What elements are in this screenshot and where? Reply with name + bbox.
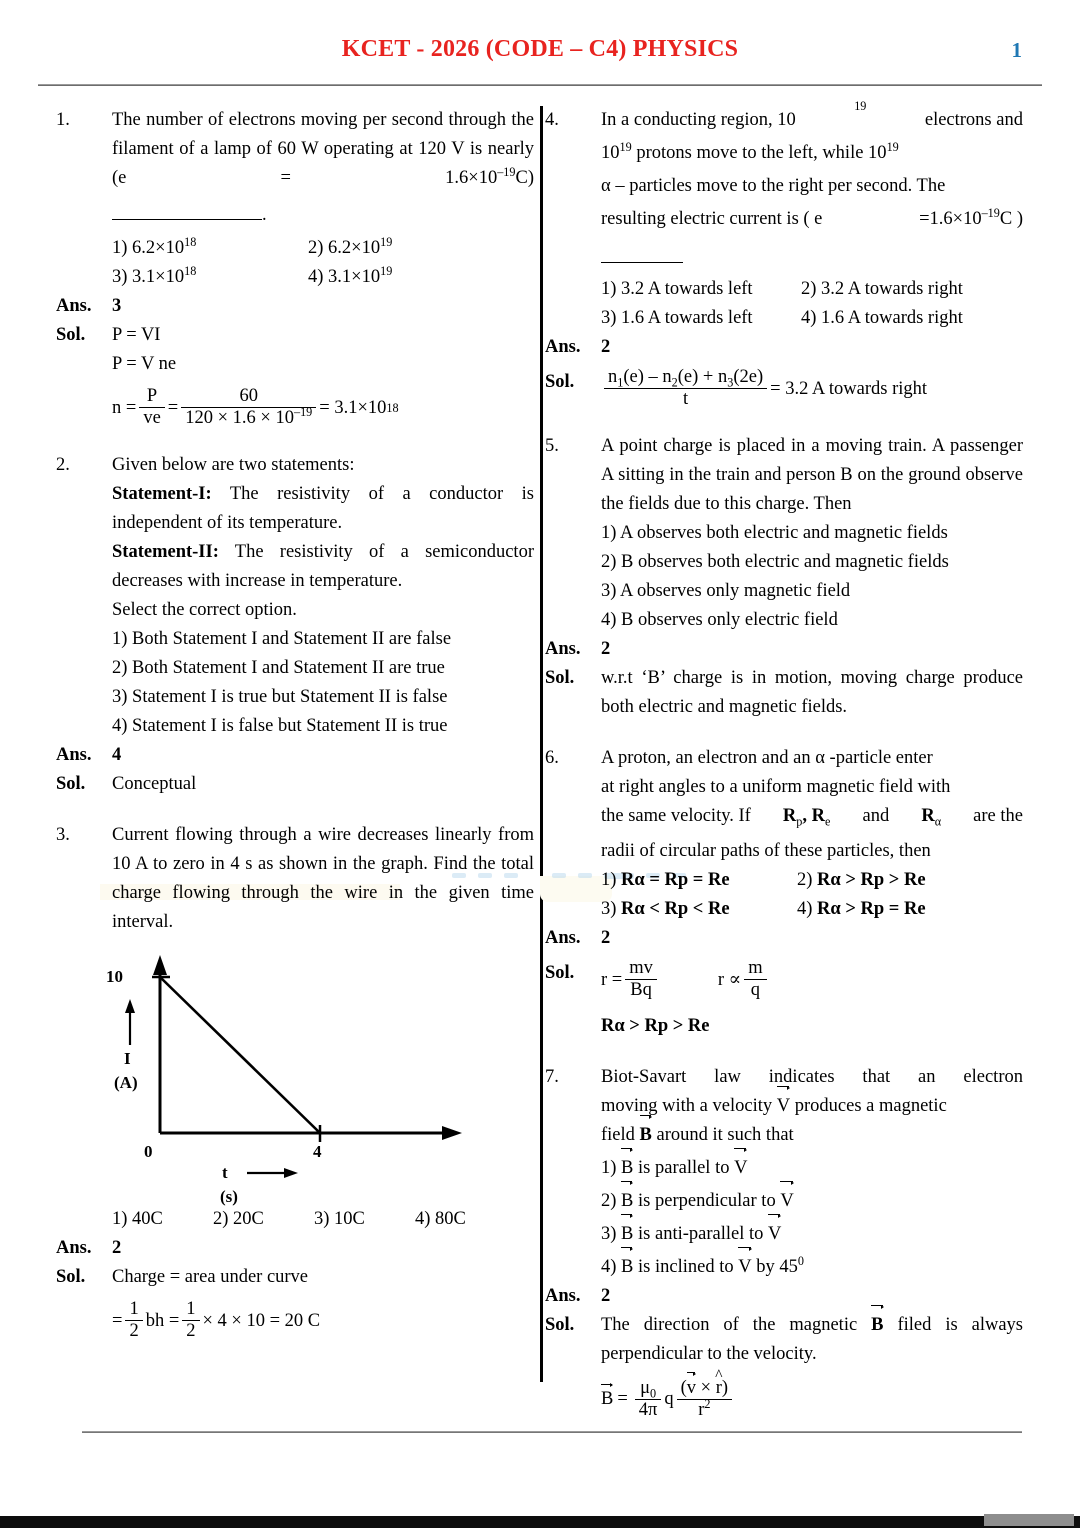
viewer-bottom-band [0,1516,1080,1528]
graph-x-axis-unit: (s) [220,1187,238,1207]
option-3[interactable]: 3) $3.1\times 10^{18}$ [112,263,197,287]
answer-value: 4 [112,745,122,766]
answer-row [56,292,534,321]
answer-row [545,333,1023,362]
option-3[interactable]: 3) Statement I is true but Statement II is false [112,687,448,708]
q4-line-4: resulting electric current is ( e $=1.6\times 10^{-19}C$ ) [601,205,1023,229]
solution-label: Sol. [545,1314,575,1335]
option-row [601,866,1023,895]
q2-intro: Given below are two statements: [112,455,355,476]
r-hat-icon: r ^ [716,1378,722,1399]
graph-svg [102,937,482,1205]
solution-result: Rα > Rp > Re [601,1015,710,1036]
solution-row [56,770,534,799]
solution-label: Sol. [545,668,575,689]
b-vector-icon: B [601,1389,614,1410]
solution-line-2: P = V ne [112,354,177,374]
b-vector-icon: B [621,1154,633,1183]
option-4[interactable]: 4) B is inclined to V by $45^0$ [601,1253,1023,1282]
column-divider [540,106,543,1382]
question-3 [56,821,534,1342]
answer-value: 2 [601,337,611,357]
q4-line-2: $10^{19}$ protons move to the left, while $10^{19}$ [601,139,899,163]
question-text: Current flowing through a wire decreases linearly from 10 A to zero in 4 s as shown in the graph. Find the total charge flowing through the wire in the given time interval. [112,825,534,933]
page-title: KCET - 2026 (CODE – C4) PHYSICS [341,36,739,62]
answer-row [56,1234,534,1263]
q1-mantissa: 1.6 [445,168,469,188]
option-4[interactable]: 4) Rα > Rp = Re [797,899,926,920]
solution-equation: = $\frac{1}{2}$ bh = $\frac{1}{2}$ × 4 × 10 = 20 C [112,1299,321,1342]
solution-line-1: P = VI [112,325,161,345]
option-3[interactable]: 3) 10C [314,1209,365,1230]
question-6 [545,744,1023,1040]
graph-y-axis-label: I [124,1049,131,1069]
q6-line-1: A proton, an electron and an α -particle enter [601,748,933,769]
solution-row [545,959,1023,1040]
statement-2-text: The resistivity of a semiconductor decreases with increase in temperature. [112,542,534,592]
question-text [112,106,534,193]
v-vector-icon: V [780,1187,793,1216]
q1-base: 10 [478,168,498,188]
answer-row [545,635,1023,664]
solution-text: Conceptual [112,774,197,795]
q6-line-2: at right angles to a uniform magnetic field with [601,777,951,798]
graph-x-axis-label: t [222,1163,228,1183]
answer-label: Ans. [56,745,92,766]
page-number: 1 [1011,38,1022,62]
option-2[interactable]: 2) 20C [213,1209,264,1230]
q2-statement-2 [112,538,534,596]
q1-text-part3: C) [515,168,534,188]
answer-blank [112,201,534,230]
option-1[interactable]: 1) A observes both electric and magnetic fields [601,523,948,544]
solution-label: Sol. [56,774,86,795]
velocity-vector-symbol: V [777,1092,790,1121]
statement-1-label: Statement-I: [112,484,212,505]
question-number: 4. [545,110,559,130]
q2-statement-1 [112,480,534,538]
option-3[interactable]: 3) A observes only magnetic field [601,581,851,602]
question-number: 3. [56,825,70,846]
solution-label: Sol. [56,1267,86,1288]
q1-text-part1: The number of electrons moving per second through the filament of a lamp of 60 W operating at 120 V is nearly (e [112,110,534,188]
q1-exponent: –19 [497,164,516,179]
option-2[interactable]: 2) 3.2 A towards right [801,279,963,299]
solution-label: Sol. [545,372,575,392]
option-4[interactable]: 4) B observes only electric field [601,610,838,631]
answer-value: 2 [601,639,611,660]
solution-equation: r = $\frac{mv}{Bq}$ r ∝ $\frac{m}{q}$ [601,959,1023,1001]
option-2[interactable]: 2) Rα > Rp > Re [797,870,926,891]
answer-value: 2 [601,928,611,949]
question-7 [545,1063,1023,1421]
question-number: 2. [56,455,70,476]
option-3[interactable]: 3) B is anti-parallel to V [601,1220,1023,1249]
v-vector-icon: V [738,1253,751,1282]
answer-label: Ans. [56,296,92,316]
option-1[interactable]: 1) Rα = Rp = Re [601,870,730,891]
answer-label: Ans. [545,639,581,660]
solution-row [56,1263,534,1342]
option-row [601,304,1023,333]
footer-divider [82,1431,1022,1433]
option-row [601,275,1023,304]
q6-line-3: the same velocity. If $R_p$, $R_e$ and $R_\alpha$ are the [601,806,1023,830]
answer-label: Ans. [545,337,581,357]
blank-suffix: . [262,205,267,225]
b-vector-icon: B [621,1220,633,1249]
solution-line-1: Charge = area under curve [112,1267,309,1288]
option-4[interactable]: 4) Statement I is false but Statement II is true [112,716,448,737]
option-1[interactable]: 1) 40C [112,1209,163,1230]
option-3[interactable]: 3) 1.6 A towards left [601,308,753,328]
answer-row [545,1282,1023,1311]
option-row [56,1205,534,1234]
solution-equation: $\frac{n_1(e) - n_2(e) + n_3(2e)}{t}$ = 3.2 A towards right [601,368,1023,410]
right-column [545,99,1024,1421]
solution-equation: n = $\frac{P}{ve}$ = $\frac{60}{120 \times 1.6 \times 10^{-19}}$ = 3.1 × 10 18 [112,386,399,428]
v-vector-icon: V [734,1154,747,1183]
option-row [601,895,1023,924]
option-1[interactable]: 1) Both Statement I and Statement II are false [112,629,452,650]
viewer-bottom-chip[interactable] [984,1514,1074,1526]
solution-row [545,1311,1023,1421]
magnetic-field-vector-symbol: B [871,1311,883,1340]
option-4[interactable]: 4) 80C [415,1209,466,1230]
solution-equation: B = $\frac{\mu_0}{4\pi}$ q $\frac{(v \times r \^{})}{r^2}$ [601,1379,1023,1421]
graph-origin-label: 0 [144,1142,153,1162]
question-5 [545,432,1023,722]
question-text: A point charge is placed in a moving train. A passenger A sitting in the train and person B on the ground observe the fields due to this charge. Then [601,436,1023,515]
option-row [112,263,534,292]
option-2[interactable]: 2) B observes both electric and magnetic fields [601,552,949,573]
q7-line-2: moving with a velocity V produces a magnetic [601,1092,1023,1121]
question-number: 7. [545,1066,559,1087]
q4-line-1: In a conducting region, 10 19 electrons and [601,99,1023,130]
option-2[interactable]: 2) $6.2\times 10^{19}$ [308,234,393,258]
question-number: 6. [545,748,559,769]
q7-line-1: Biot-Savart law indicates that an electron [601,1066,1023,1087]
graph-y-axis-unit: (A) [114,1073,138,1093]
statement-2-label: Statement-II: [112,542,219,563]
solution-row [56,321,534,429]
answer-value: 2 [112,1238,122,1259]
question-1 [56,106,534,429]
question-2 [56,451,534,799]
option-2[interactable]: 2) Both Statement I and Statement II are true [112,658,445,679]
solution-row [545,368,1023,410]
option-2[interactable]: 2) B is perpendicular to V [601,1187,1023,1216]
option-4[interactable]: 4) $3.1\times 10^{19}$ [308,263,393,287]
b-vector-icon: B [621,1187,633,1216]
option-row [112,234,534,263]
statement-1-text: The resistivity of a conductor is independent of its temperature. [112,484,534,534]
solution-label: Sol. [56,325,86,345]
answer-row [56,741,534,770]
solution-text: w.r.t ‘B’ charge is in motion, moving charge produce both electric and magnetic fields. [601,668,1023,718]
question-4 [545,99,1023,410]
solution-label: Sol. [545,963,575,984]
q2-select-line: Select the correct option. [112,600,297,621]
question-number: 5. [545,436,559,457]
option-1[interactable]: 1) $6.2\times 10^{18}$ [112,234,197,258]
question-number: 1. [56,110,70,130]
graph-y-tick-label: 10 [106,967,123,987]
q6-line-4: radii of circular paths of these particles, then [601,841,931,862]
magnetic-field-vector-symbol: B [640,1121,652,1150]
answer-label: Ans. [545,928,581,949]
header-divider [38,84,1042,86]
answer-row [545,924,1023,953]
option-4[interactable]: 4) 1.6 A towards right [801,308,963,328]
q1-times: × [468,168,479,188]
answer-value: 2 [601,1285,611,1306]
graph-x-tick-label: 4 [313,1142,322,1162]
option-1[interactable]: 1) 3.2 A towards left [601,279,753,299]
answer-label: Ans. [545,1285,581,1306]
option-1[interactable]: 1) B is parallel to V [601,1154,1023,1183]
answer-label: Ans. [56,1238,92,1259]
current-time-graph [102,937,482,1205]
b-vector-icon: B [621,1253,633,1282]
q1-eq: = [280,168,291,188]
option-3[interactable]: 3) Rα < Rp < Re [601,899,730,920]
q4-line-3: α – particles move to the right per second. The [601,176,946,196]
q7-line-3: field B around it such that [601,1121,1023,1150]
answer-blank [601,244,1023,273]
answer-value: 3 [112,296,122,316]
v-vector-icon: V [768,1220,781,1249]
v-vector-icon: v [686,1377,697,1398]
left-column [56,106,534,1343]
solution-text: The direction of the magnetic B filed is always perpendicular to the velocity. [601,1311,1023,1369]
solution-row [545,664,1023,722]
page-header [0,36,1080,82]
